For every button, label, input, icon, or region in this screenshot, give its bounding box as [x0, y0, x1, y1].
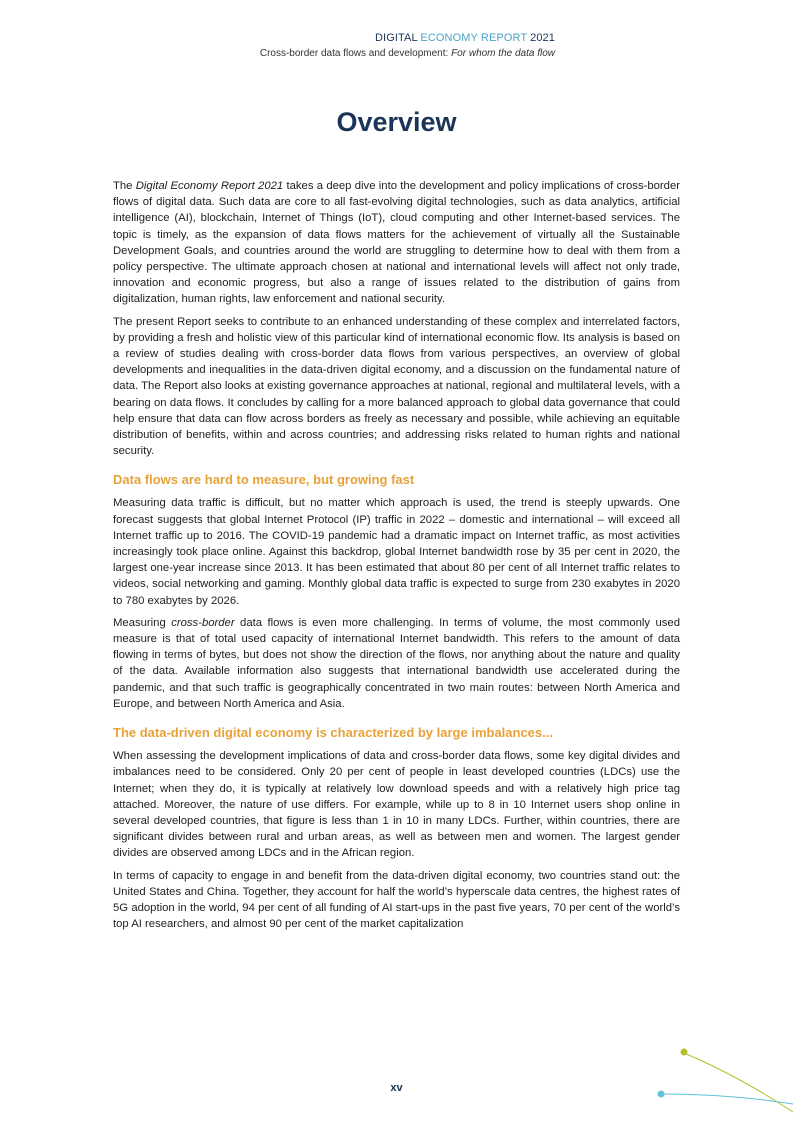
paragraph-cross-border [113, 615, 680, 712]
header-subtitle-italic: For whom the data flow [451, 48, 555, 59]
paragraph-us-china: In terms of capacity to engage in and benefit from the data-driven digital economy, two countries stand out: the United States and China. Together, they account for half the world’s hyperscale data centres, the highest rates of 5G adoption in the world, 94 per cent of all funding of AI start-ups in the past five years, 70 per cent of the world’s top AI researchers, and almost 90 per cent of the market capitalization [113, 869, 680, 931]
paragraph-report-aims: The present Report seeks to contribute to an enhanced understanding of these complex and interrelated factors, by providing a fresh and holistic view of this particular kind of international economic flow. Its analysis is based on a review of studies dealing with cross-border data flows from various perspectives, an overview of global developments and inequalities in the data-driven digital economy, and a discussion on the fundamental nature of data. The Report also looks at existing governance approaches at national, regional and multilateral levels, with a bearing on data flows. It concludes by calling for a more balanced approach to global data governance that could help ensure that data can flow across borders as freely as necessary and possible, while achieving an equitable distribution of benefits, within and across countries; and addressing risks related to human rights and national security. [113, 315, 680, 458]
p1-report-title: Digital Economy Report 2021 [135, 180, 284, 192]
paragraph-intro [113, 178, 680, 308]
header-subtitle-plain: Cross-border data flows and development: [259, 48, 452, 59]
report-subtitle-header [260, 48, 555, 60]
running-header [260, 32, 555, 60]
p4-post: data flows is even more challenging. In terms of volume, the most commonly used measure is that of total used capacity of international Internet bandwidth. This refers to the amount of data flowing in terms of bytes, but does not show the direction of the flows, nor anything about the nature and quality of the data. Available information also suggests that international bandwidth use accelerated during the pandemic, and that such traffic is geographically concentrated in two main routes: between North America and Europe, and between North America and Asia. [113, 616, 680, 710]
paragraph-digital-divides: When assessing the development implications of data and cross-border data flows, some key digital divides and imbalances need to be considered. Only 20 per cent of people in least developed countries (LDCs) use the Internet; when they do, it is typically at relatively low download speeds and with a relatively high price tag attached. Moreover, the nature of use differs. For example, while up to 8 in 10 Internet users shop online in several developed countries, that figure is less than 1 in 10 in many LDCs. Further, within countries, there are significant divides between rural and urban areas, as well as between men and women. The largest gender divides are observed among LDCs and in the African region. [113, 750, 680, 860]
page-number: xv [390, 1082, 403, 1094]
p4-italic: cross-border [171, 616, 235, 629]
deco-dot-green [681, 1049, 688, 1056]
section-heading-data-flows: Data flows are hard to measure, but growing fast [113, 472, 415, 488]
header-title-accent: ECONOMY REPORT [417, 32, 527, 44]
main-content [113, 178, 680, 938]
deco-line-cyan [662, 1094, 793, 1104]
header-title-year: 2021 [526, 32, 555, 44]
report-title-header [260, 32, 555, 45]
p1-pre: The [113, 180, 136, 192]
p1-post: takes a deep dive into the development and policy implications of cross-border flows of digital data. Such data are core to all fast-evolving digital technologies, such as data analytics, artificial intelligence (AI), blockchain, Internet of Things (IoT), cloud computing and other Internet-based services. The topic is timely, as the expansion of data flows matters for the achievement of virtually all the Sustainable Development Goals, and countries around the world are struggling to determine how to deal with them from a policy perspective. The ultimate approach chosen at national and international levels will affect not only trade, innovation and economic progress, but also a range of issues related to the distribution of gains from digitalization, human rights, law enforcement and national security. [113, 180, 681, 306]
p4-pre: Measuring [113, 616, 172, 629]
page-title: Overview [336, 107, 457, 137]
paragraph-data-traffic: Measuring data traffic is difficult, but no matter which approach is used, the trend is steeply upwards. One forecast suggests that global Internet Protocol (IP) traffic in 2022 – domestic and international – will exceed all Internet traffic up to 2016. The COVID-19 pandemic had a dramatic impact on Internet traffic, as most activities increasingly took place online. Against this backdrop, global Internet bandwidth rose by 35 per cent in 2020, the largest one-year increase since 2013. It has been estimated that about 80 per cent of all Internet traffic relates to videos, social networking and gaming. Monthly global data traffic is expected to surge from 230 exabytes in 2020 to 780 exabytes by 2026. [113, 497, 680, 607]
header-title-part1: DIGITAL [375, 32, 418, 44]
section-heading-imbalances: The data-driven digital economy is characterized by large imbalances... [113, 725, 553, 741]
